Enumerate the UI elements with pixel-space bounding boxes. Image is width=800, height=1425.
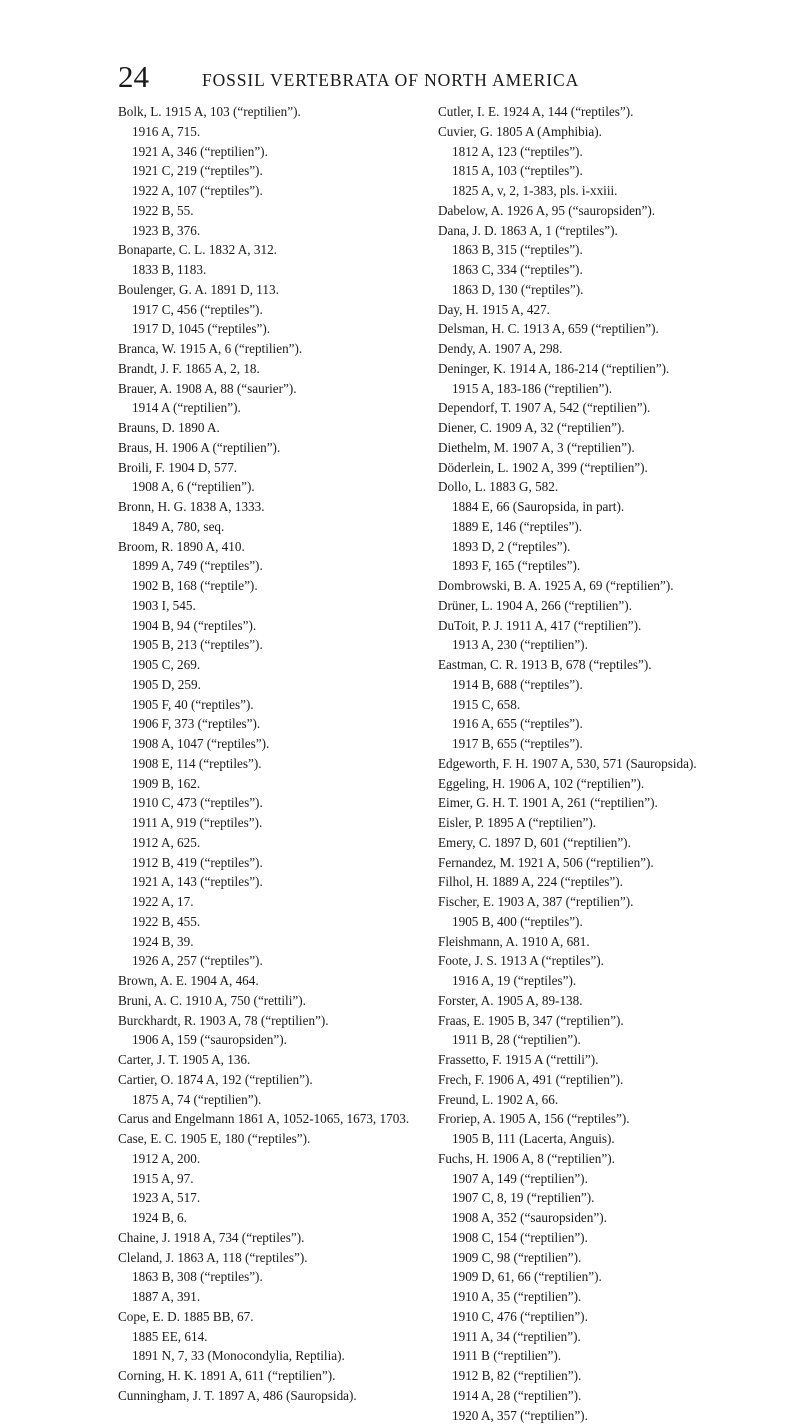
author-entry: Bronn, H. G. 1838 A, 1333. [118, 497, 420, 517]
author-entry: Cartier, O. 1874 A, 192 (“reptilien”). [118, 1070, 420, 1090]
citation-line: 1923 A, 517. [118, 1188, 420, 1208]
citation-line: 1914 A, 28 (“reptilien”). [438, 1386, 788, 1406]
page-header [118, 62, 778, 92]
citation-line: 1893 F, 165 (“reptiles”). [438, 556, 788, 576]
author-entry: Eimer, G. H. T. 1901 A, 261 (“reptilien”). [438, 793, 788, 813]
citation-line: 1908 C, 154 (“reptilien”). [438, 1228, 788, 1248]
citation-line: 1863 C, 334 (“reptiles”). [438, 260, 788, 280]
author-entry: Broom, R. 1890 A, 410. [118, 537, 420, 557]
running-title: FOSSIL VERTEBRATA OF NORTH AMERICA [202, 70, 579, 90]
citation-line: 1905 B, 111 (Lacerta, Anguis). [438, 1129, 788, 1149]
author-entry: Braus, H. 1906 A (“reptilien”). [118, 438, 420, 458]
author-entry: Dependorf, T. 1907 A, 542 (“reptilien”). [438, 398, 788, 418]
citation-line: 1926 A, 257 (“reptiles”). [118, 951, 420, 971]
citation-line: 1825 A, v, 2, 1-383, pls. i-xxiii. [438, 181, 788, 201]
author-entry: Brauns, D. 1890 A. [118, 418, 420, 438]
citation-line: 1914 A (“reptilien”). [118, 398, 420, 418]
citation-line: 1921 C, 219 (“reptiles”). [118, 161, 420, 181]
citation-line: 1905 F, 40 (“reptiles”). [118, 695, 420, 715]
author-entry: Chaine, J. 1918 A, 734 (“reptiles”). [118, 1228, 420, 1248]
author-entry: Bonaparte, C. L. 1832 A, 312. [118, 240, 420, 260]
author-entry: Drüner, L. 1904 A, 266 (“reptilien”). [438, 596, 788, 616]
author-entry: Bruni, A. C. 1910 A, 750 (“rettili”). [118, 991, 420, 1011]
author-entry: Delsman, H. C. 1913 A, 659 (“reptilien”). [438, 319, 788, 339]
citation-line: 1912 A, 200. [118, 1149, 420, 1169]
author-entry: Döderlein, L. 1902 A, 399 (“reptilien”). [438, 458, 788, 478]
citation-line: 1913 A, 230 (“reptilien”). [438, 635, 788, 655]
citation-line: 1899 A, 749 (“reptiles”). [118, 556, 420, 576]
citation-line: 1922 B, 455. [118, 912, 420, 932]
citation-line: 1917 C, 456 (“reptiles”). [118, 300, 420, 320]
right-column [438, 102, 788, 1425]
author-entry: Filhol, H. 1889 A, 224 (“reptiles”). [438, 872, 788, 892]
citation-line: 1912 A, 625. [118, 833, 420, 853]
author-entry: Cutler, I. E. 1924 A, 144 (“reptiles”). [438, 102, 788, 122]
author-entry: Dana, J. D. 1863 A, 1 (“reptiles”). [438, 221, 788, 241]
author-entry: Fischer, E. 1903 A, 387 (“reptilien”). [438, 892, 788, 912]
citation-line: 1884 E, 66 (Sauropsida, in part). [438, 497, 788, 517]
citation-line: 1921 A, 143 (“reptiles”). [118, 872, 420, 892]
author-entry: Boulenger, G. A. 1891 D, 113. [118, 280, 420, 300]
citation-line: 1916 A, 19 (“reptiles”). [438, 971, 788, 991]
citation-line: 1908 A, 352 (“sauropsiden”). [438, 1208, 788, 1228]
citation-line: 1922 B, 55. [118, 201, 420, 221]
citation-line: 1909 B, 162. [118, 774, 420, 794]
citation-line: 1903 I, 545. [118, 596, 420, 616]
citation-line: 1910 A, 35 (“reptilien”). [438, 1287, 788, 1307]
citation-line: 1889 E, 146 (“reptiles”). [438, 517, 788, 537]
citation-line: 1915 C, 658. [438, 695, 788, 715]
author-entry: Frech, F. 1906 A, 491 (“reptilien”). [438, 1070, 788, 1090]
citation-line: 1815 A, 103 (“reptiles”). [438, 161, 788, 181]
citation-line: 1849 A, 780, seq. [118, 517, 420, 537]
author-entry: Froriep, A. 1905 A, 156 (“reptiles”). [438, 1109, 788, 1129]
citation-line: 1917 B, 655 (“reptiles”). [438, 734, 788, 754]
author-entry: Frassetto, F. 1915 A (“rettili”). [438, 1050, 788, 1070]
citation-line: 1905 B, 213 (“reptiles”). [118, 635, 420, 655]
citation-line: 1907 A, 149 (“reptilien”). [438, 1169, 788, 1189]
author-entry: Brandt, J. F. 1865 A, 2, 18. [118, 359, 420, 379]
author-entry: Fernandez, M. 1921 A, 506 (“reptilien”). [438, 853, 788, 873]
author-entry: Cuvier, G. 1805 A (Amphibia). [438, 122, 788, 142]
page-number: 24 [118, 62, 149, 92]
author-entry: Cleland, J. 1863 A, 118 (“reptiles”). [118, 1248, 420, 1268]
citation-line: 1863 B, 315 (“reptiles”). [438, 240, 788, 260]
citation-line: 1910 C, 473 (“reptiles”). [118, 793, 420, 813]
author-entry: Fraas, E. 1905 B, 347 (“reptilien”). [438, 1011, 788, 1031]
author-entry: Edgeworth, F. H. 1907 A, 530, 571 (Sauropsida). [438, 754, 788, 774]
author-entry: Case, E. C. 1905 E, 180 (“reptiles”). [118, 1129, 420, 1149]
citation-line: 1875 A, 74 (“reptilien”). [118, 1090, 420, 1110]
citation-line: 1923 B, 376. [118, 221, 420, 241]
citation-line: 1908 A, 6 (“reptilien”). [118, 477, 420, 497]
citation-line: 1907 C, 8, 19 (“reptilien”). [438, 1188, 788, 1208]
citation-line: 1905 B, 400 (“reptiles”). [438, 912, 788, 932]
author-entry: Carter, J. T. 1905 A, 136. [118, 1050, 420, 1070]
author-entry: Brown, A. E. 1904 A, 464. [118, 971, 420, 991]
citation-line: 1924 B, 39. [118, 932, 420, 952]
author-entry: DuToit, P. J. 1911 A, 417 (“reptilien”). [438, 616, 788, 636]
author-entry: Fleishmann, A. 1910 A, 681. [438, 932, 788, 952]
citation-line: 1908 E, 114 (“reptiles”). [118, 754, 420, 774]
citation-line: 1909 D, 61, 66 (“reptilien”). [438, 1267, 788, 1287]
citation-line: 1912 B, 82 (“reptilien”). [438, 1366, 788, 1386]
citation-line: 1906 A, 159 (“sauropsiden”). [118, 1030, 420, 1050]
author-entry: Eggeling, H. 1906 A, 102 (“reptilien”). [438, 774, 788, 794]
author-entry: Cunningham, J. T. 1897 A, 486 (Sauropsida). [118, 1386, 420, 1406]
citation-line: 1906 F, 373 (“reptiles”). [118, 714, 420, 734]
citation-line: 1902 B, 168 (“reptile”). [118, 576, 420, 596]
citation-line: 1911 A, 919 (“reptiles”). [118, 813, 420, 833]
citation-line: 1911 B (“reptilien”). [438, 1346, 788, 1366]
citation-line: 1915 A, 97. [118, 1169, 420, 1189]
author-entry: Forster, A. 1905 A, 89-138. [438, 991, 788, 1011]
citation-line: 1912 B, 419 (“reptiles”). [118, 853, 420, 873]
author-entry: Diethelm, M. 1907 A, 3 (“reptilien”). [438, 438, 788, 458]
citation-line: 1911 B, 28 (“reptilien”). [438, 1030, 788, 1050]
citation-line: 1922 A, 107 (“reptiles”). [118, 181, 420, 201]
author-entry: Dollo, L. 1883 G, 582. [438, 477, 788, 497]
citation-line: 1922 A, 17. [118, 892, 420, 912]
author-entry: Dendy, A. 1907 A, 298. [438, 339, 788, 359]
left-column [118, 102, 420, 1406]
citation-line: 1915 A, 183-186 (“reptilien”). [438, 379, 788, 399]
citation-line: 1891 N, 7, 33 (Monocondylia, Reptilia). [118, 1346, 420, 1366]
citation-line: 1917 D, 1045 (“reptiles”). [118, 319, 420, 339]
author-entry: Day, H. 1915 A, 427. [438, 300, 788, 320]
author-entry: Burckhardt, R. 1903 A, 78 (“reptilien”). [118, 1011, 420, 1031]
author-entry: Bolk, L. 1915 A, 103 (“reptilien”). [118, 102, 420, 122]
citation-line: 1924 B, 6. [118, 1208, 420, 1228]
citation-line: 1920 A, 357 (“reptilien”). [438, 1406, 788, 1425]
author-entry: Dombrowski, B. A. 1925 A, 69 (“reptilien”). [438, 576, 788, 596]
author-entry: Deninger, K. 1914 A, 186-214 (“reptilien”). [438, 359, 788, 379]
author-entry: Broili, F. 1904 D, 577. [118, 458, 420, 478]
citation-line: 1885 EE, 614. [118, 1327, 420, 1347]
citation-line: 1916 A, 715. [118, 122, 420, 142]
citation-line: 1893 D, 2 (“reptiles”). [438, 537, 788, 557]
author-entry: Corning, H. K. 1891 A, 611 (“reptilien”). [118, 1366, 420, 1386]
author-entry: Brauer, A. 1908 A, 88 (“saurier”). [118, 379, 420, 399]
author-entry: Eastman, C. R. 1913 B, 678 (“reptiles”). [438, 655, 788, 675]
citation-line: 1812 A, 123 (“reptiles”). [438, 142, 788, 162]
citation-line: 1909 C, 98 (“reptilien”). [438, 1248, 788, 1268]
citation-line: 1863 D, 130 (“reptiles”). [438, 280, 788, 300]
author-entry: Fuchs, H. 1906 A, 8 (“reptilien”). [438, 1149, 788, 1169]
author-entry: Carus and Engelmann 1861 A, 1052-1065, 1673, 1703. [118, 1109, 420, 1129]
citation-line: 1916 A, 655 (“reptiles”). [438, 714, 788, 734]
citation-line: 1904 B, 94 (“reptiles”). [118, 616, 420, 636]
author-entry: Dabelow, A. 1926 A, 95 (“sauropsiden”). [438, 201, 788, 221]
citation-line: 1887 A, 391. [118, 1287, 420, 1307]
citation-line: 1905 D, 259. [118, 675, 420, 695]
citation-line: 1914 B, 688 (“reptiles”). [438, 675, 788, 695]
author-entry: Emery, C. 1897 D, 601 (“reptilien”). [438, 833, 788, 853]
author-entry: Eisler, P. 1895 A (“reptilien”). [438, 813, 788, 833]
citation-line: 1921 A, 346 (“reptilien”). [118, 142, 420, 162]
citation-line: 1908 A, 1047 (“reptiles”). [118, 734, 420, 754]
citation-line: 1863 B, 308 (“reptiles”). [118, 1267, 420, 1287]
author-entry: Branca, W. 1915 A, 6 (“reptilien”). [118, 339, 420, 359]
author-entry: Freund, L. 1902 A, 66. [438, 1090, 788, 1110]
author-entry: Cope, E. D. 1885 BB, 67. [118, 1307, 420, 1327]
author-entry: Foote, J. S. 1913 A (“reptiles”). [438, 951, 788, 971]
citation-line: 1911 A, 34 (“reptilien”). [438, 1327, 788, 1347]
citation-line: 1905 C, 269. [118, 655, 420, 675]
citation-line: 1833 B, 1183. [118, 260, 420, 280]
author-entry: Diener, C. 1909 A, 32 (“reptilien”). [438, 418, 788, 438]
citation-line: 1910 C, 476 (“reptilien”). [438, 1307, 788, 1327]
